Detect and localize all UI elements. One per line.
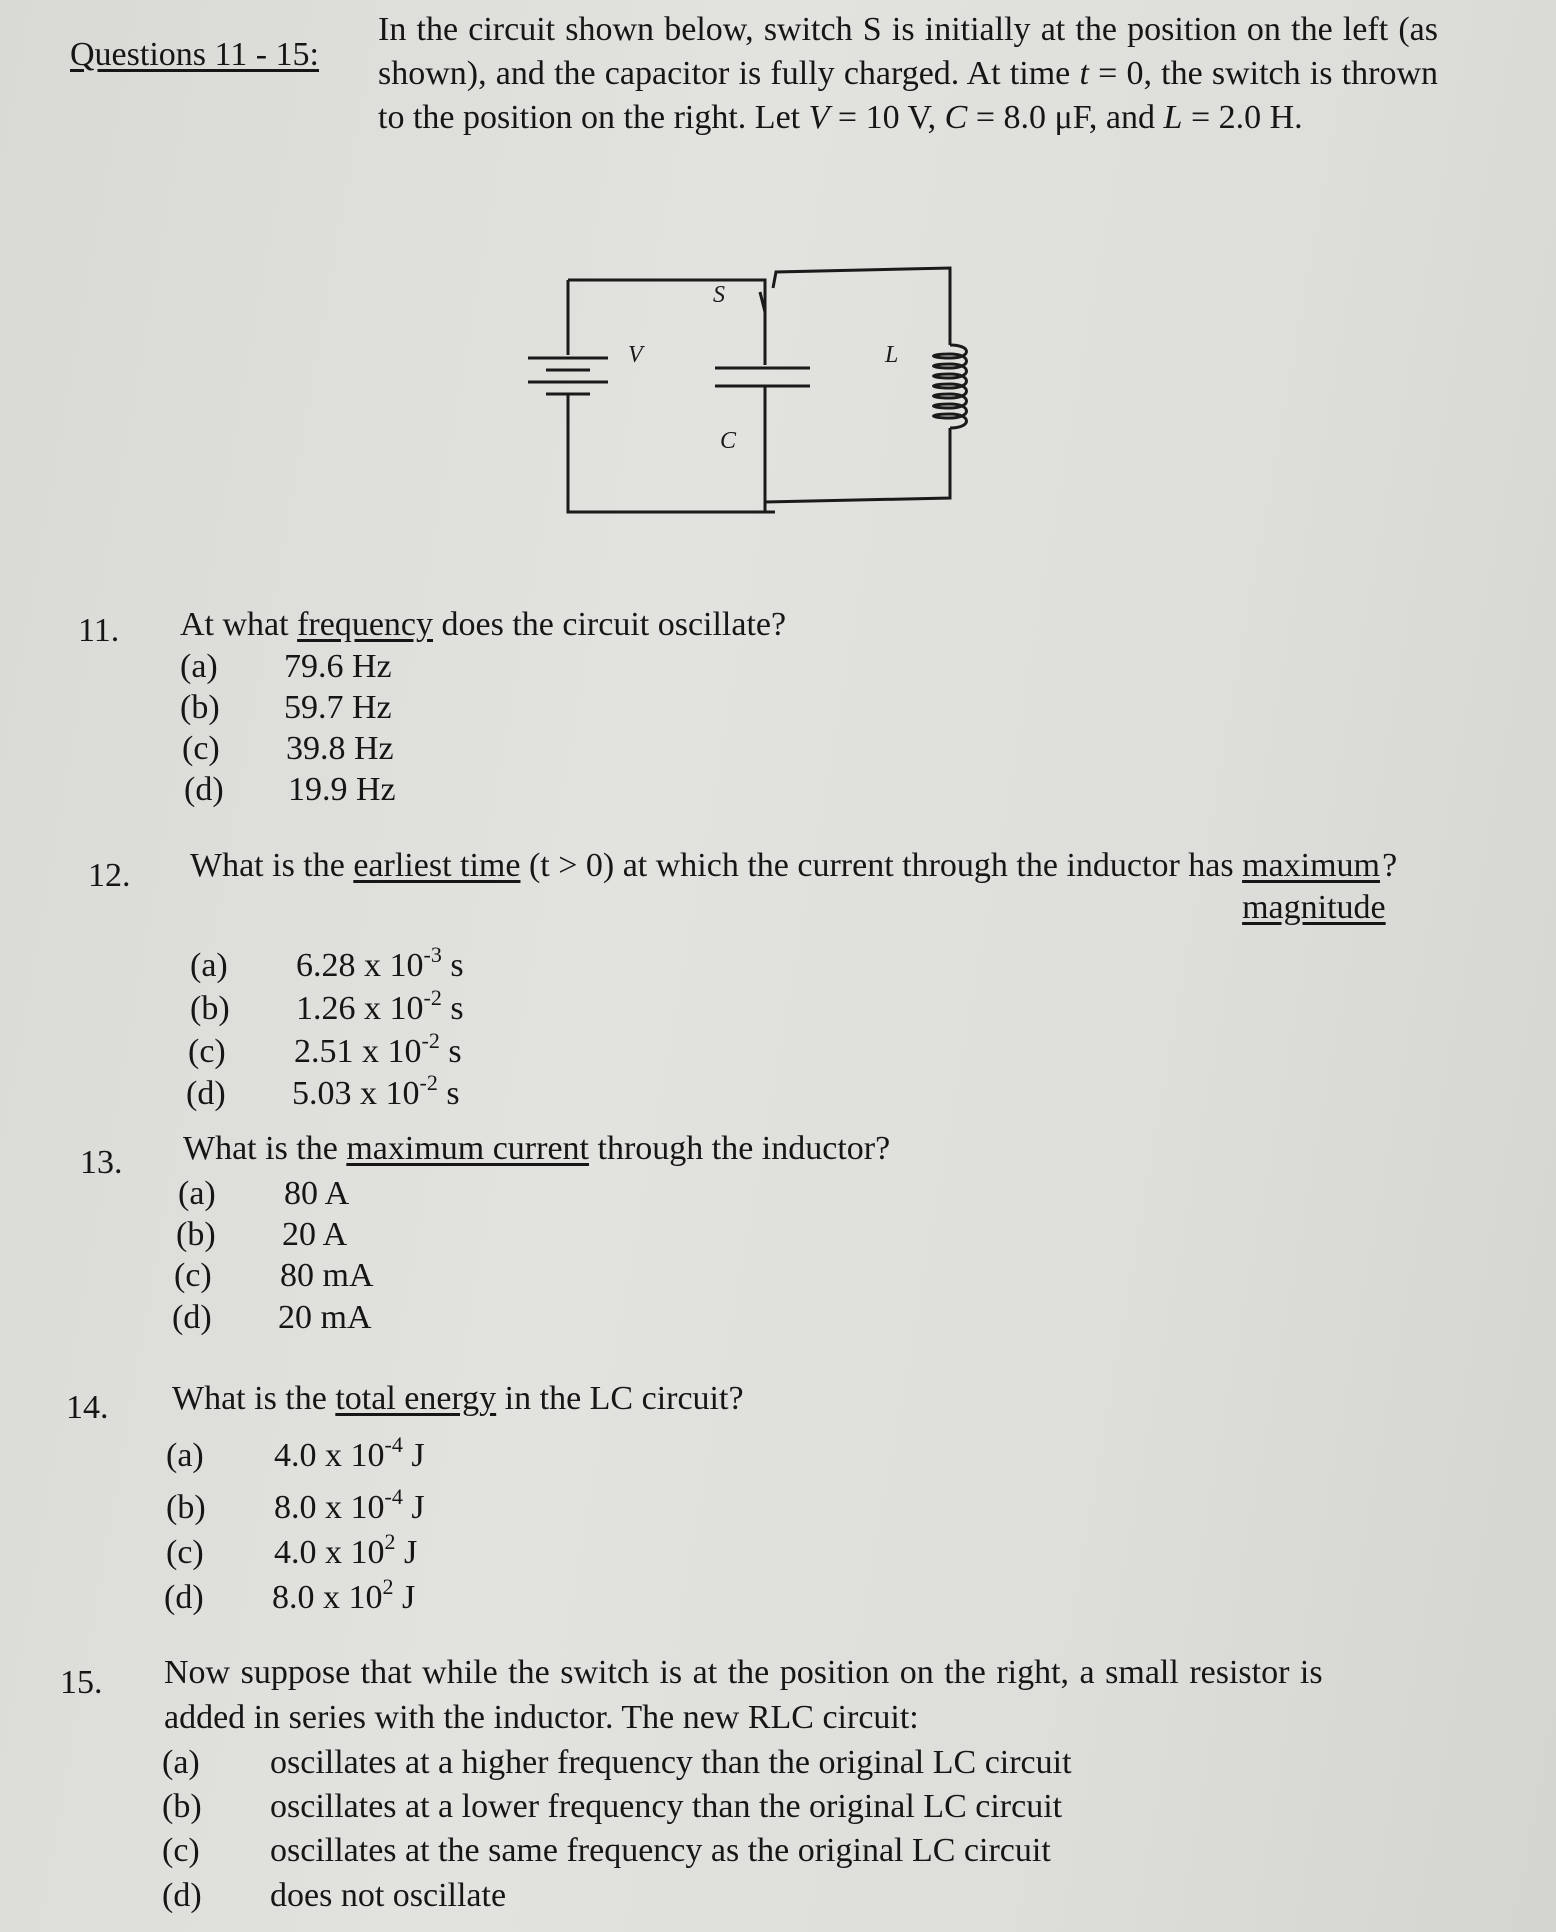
option-c[interactable]: (c) 80 mA (174, 1257, 374, 1294)
option-d[interactable]: (d) does not oscillate (162, 1877, 507, 1914)
question-number: 15. (60, 1664, 103, 1701)
option-b[interactable]: (b) oscillates at a lower frequency than the original LC circuit (162, 1788, 1063, 1825)
option-d[interactable]: (d) 8.0 x $10^2$ J (164, 1574, 416, 1616)
wire-bottom-right (765, 428, 950, 502)
option-d[interactable]: (d) 19.9 Hz (184, 771, 396, 808)
option-a[interactable]: (a) 4.0 x $10^{-4}$ J (166, 1432, 425, 1474)
option-c[interactable]: (c) oscillates at the same frequency as the original LC circuit (162, 1832, 1051, 1869)
option-a[interactable]: (a) 6.28 x $10^{-3}$ s (190, 942, 464, 984)
option-b[interactable]: (b) 8.0 x $10^{-4}$ J (166, 1484, 425, 1526)
question-number: 14. (66, 1389, 109, 1426)
question-text: What is the total energy in the LC circuit? (172, 1380, 744, 1417)
inductor-label: L (885, 342, 899, 368)
question-text-line-1: Now suppose that while the switch is at the position on the right, a small resistor is (164, 1654, 1323, 1691)
wire-left-top (568, 280, 765, 310)
question-number: 12. (88, 857, 131, 894)
lc-circuit-diagram (510, 250, 990, 530)
battery-label: V (628, 342, 643, 368)
option-b[interactable]: (b) 20 A (176, 1216, 348, 1253)
option-a[interactable]: (a) oscillates at a higher frequency than the original LC circuit (162, 1744, 1072, 1781)
option-c[interactable]: (c) 39.8 Hz (182, 730, 394, 767)
wire-left-lower (568, 394, 775, 512)
inductor-coil (934, 345, 967, 428)
option-a[interactable]: (a) 79.6 Hz (180, 648, 392, 685)
question-text: At what frequency does the circuit oscillate? (180, 606, 787, 643)
intro-paragraph: In the circuit shown below, switch S is initially at the position on the left (as shown), and the capacitor is fully charged. At time t = 0, the switch is thrown to the position on the right. Let V = 10 V, C = 8.0 μF, and L = 2.0 H. (378, 11, 1438, 136)
question-text: What is the maximum current through the inductor? (183, 1130, 891, 1167)
wire-right-contact (773, 268, 950, 345)
question-number: 13. (80, 1144, 123, 1181)
option-c[interactable]: (c) 2.51 x $10^{-2}$ s (188, 1028, 462, 1070)
option-a[interactable]: (a) 80 A (178, 1175, 350, 1212)
question-text-line-2: added in series with the inductor. The new RLC circuit: (164, 1699, 919, 1736)
option-c[interactable]: (c) 4.0 x $10^2$ J (166, 1529, 418, 1571)
capacitor-label: C (720, 428, 737, 454)
option-b[interactable]: (b) 1.26 x $10^{-2}$ s (190, 985, 464, 1027)
option-d[interactable]: (d) 20 mA (172, 1299, 372, 1336)
question-text-line-1: What is the earliest time (t > 0) at which the current through the inductor has maximum magnitude? (190, 847, 1398, 926)
option-b[interactable]: (b) 59.7 Hz (180, 689, 392, 726)
option-d[interactable]: (d) 5.03 x $10^{-2}$ s (186, 1070, 460, 1112)
questions-range-label: Questions 11 - 15: (70, 36, 320, 73)
question-number: 11. (78, 612, 120, 649)
switch-label: S (713, 282, 725, 308)
